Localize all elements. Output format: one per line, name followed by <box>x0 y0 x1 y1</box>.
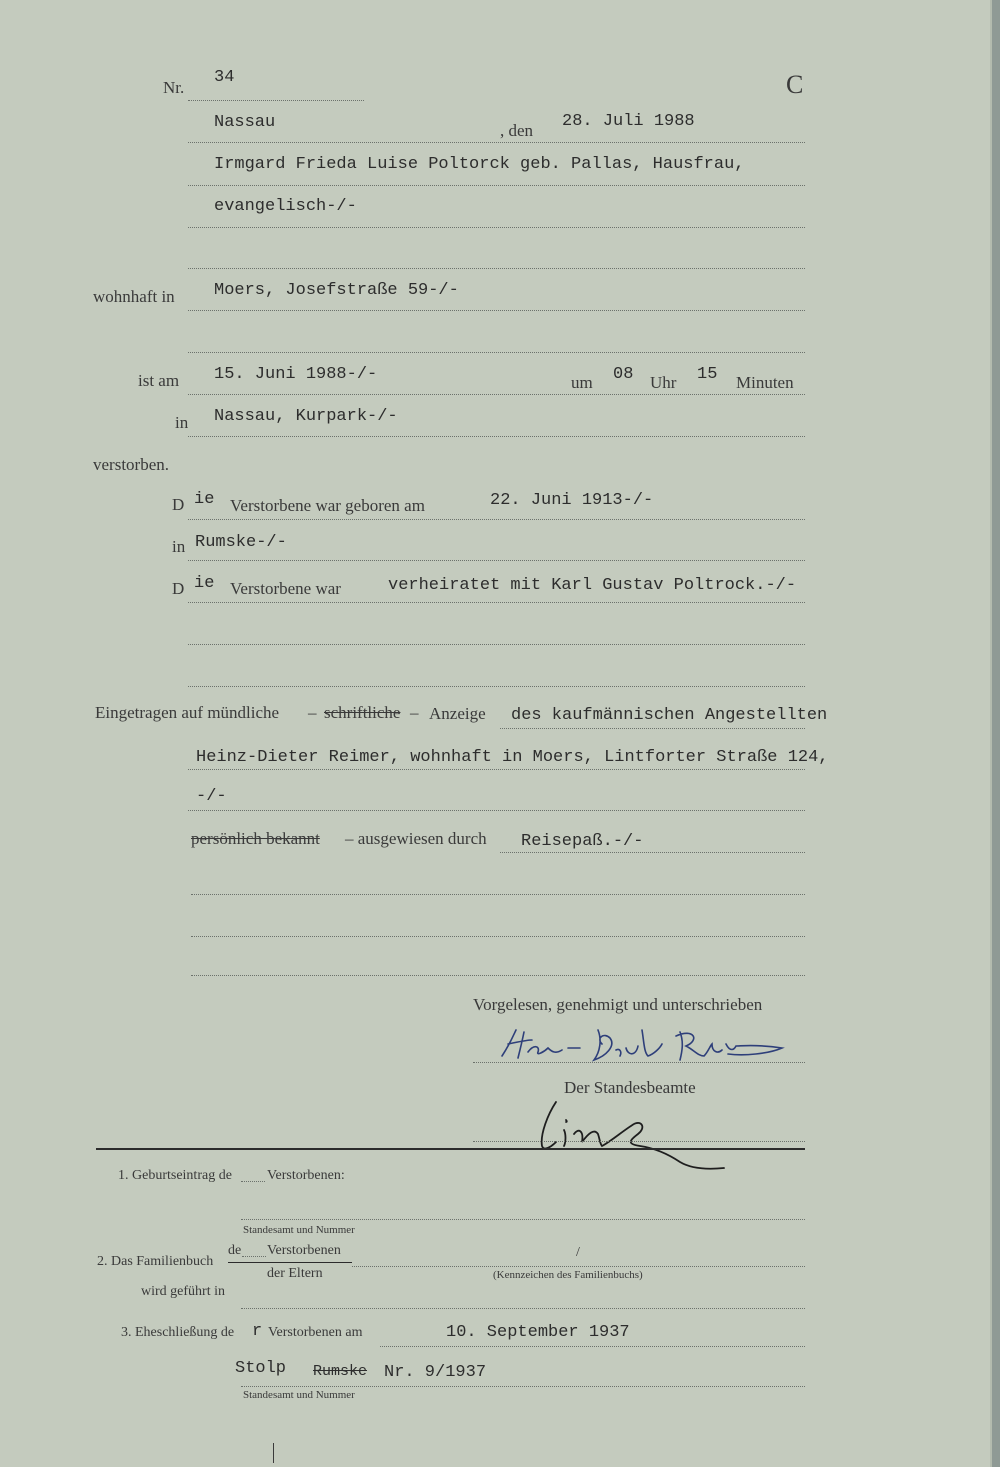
minuten-label: Minuten <box>736 373 794 392</box>
death-hour: 08 <box>613 365 634 384</box>
blank-rule-4 <box>191 894 805 895</box>
item3-label: 3. Eheschließung de <box>121 1325 235 1340</box>
blank-rule-3 <box>188 686 805 687</box>
item3-suffix: Verstorbenen am <box>268 1325 363 1340</box>
marital-rule <box>188 602 805 603</box>
item2-rule <box>352 1266 805 1267</box>
uhr-label: Uhr <box>650 373 677 392</box>
residence-label: wohnhaft in <box>93 287 175 306</box>
item3-rule-2 <box>241 1386 805 1387</box>
informant-rule-2 <box>188 769 805 770</box>
item2-slash: / <box>576 1245 580 1260</box>
residence-rule <box>188 310 805 311</box>
item3-rule <box>380 1346 805 1347</box>
place-date-rule <box>188 142 805 143</box>
ist-am-label: ist am <box>138 371 180 390</box>
informant-rule-3 <box>188 810 805 811</box>
kennzeichen-caption: (Kennzeichen des Familienbuchs) <box>493 1269 643 1281</box>
birth-place: Rumske-/- <box>195 533 287 552</box>
marriage-office-struck: Rumske <box>313 1363 368 1380</box>
ausgewiesen-label: – ausgewiesen durch <box>345 829 487 848</box>
birth-date-rule <box>188 519 805 520</box>
death-date-rule <box>188 394 805 395</box>
standesamt-caption-2: Standesamt und Nummer <box>243 1389 355 1401</box>
item2-wird-label: wird geführt in <box>141 1284 225 1299</box>
item2-rule-2 <box>241 1308 805 1309</box>
informant-line-2: Heinz-Dieter Reimer, wohnhaft in Moers, Lintforter Straße 124, <box>196 748 829 767</box>
dash-1: – <box>308 703 317 722</box>
marriage-date: 10. September 1937 <box>446 1323 630 1342</box>
marital-status: verheiratet mit Karl Gustav Poltrock.-/- <box>388 576 797 595</box>
informant-signature-rule <box>473 1062 805 1063</box>
standesbeamte-label: Der Standesbeamte <box>564 1078 696 1097</box>
informant-line-1: des kaufmännischen Angestellten <box>511 706 828 725</box>
verstorben-label: verstorben. <box>93 455 170 474</box>
deceased-rule-1 <box>188 185 805 186</box>
vorgelesen-label: Vorgelesen, genehmigt und unterschrieben <box>473 995 763 1014</box>
informant-rule-1 <box>500 728 805 729</box>
marital-d-suffix: ie <box>194 574 215 593</box>
marriage-office: Stolp <box>235 1359 287 1378</box>
blank-rule-5 <box>191 936 805 937</box>
margin-mark <box>273 1443 274 1463</box>
item2-fraction-line <box>228 1262 352 1263</box>
id-rule <box>500 852 805 853</box>
item2-label: 2. Das Familienbuch <box>97 1254 214 1269</box>
item1-label: 1. Geburtseintrag de <box>118 1168 232 1183</box>
item1-rule <box>241 1219 805 1220</box>
item2-de: de <box>228 1243 242 1258</box>
birth-place-rule <box>188 560 805 561</box>
death-place: Nassau, Kurpark-/- <box>214 407 398 426</box>
blank-rule-1 <box>188 352 805 353</box>
item1-suffix: Verstorbenen: <box>267 1168 345 1183</box>
den-label: , den <box>500 121 534 140</box>
item1-de-rule <box>241 1181 265 1182</box>
death-minute: 15 <box>697 365 718 384</box>
schriftliche-struck: schriftliche <box>324 703 401 722</box>
id-document: Reisepaß.-/- <box>521 832 644 851</box>
deceased-line-1: Irmgard Frieda Luise Poltorck geb. Pallas, Hausfrau, <box>214 155 745 174</box>
nr-label: Nr. <box>163 78 185 97</box>
footer-separator <box>96 1148 805 1150</box>
anzeige-label: Anzeige <box>429 704 486 723</box>
page-edge <box>992 0 1000 1467</box>
residence-value: Moers, Josefstraße 59-/- <box>214 281 459 300</box>
registrar-signature-rule <box>473 1141 805 1142</box>
birth-date: 22. Juni 1913-/- <box>490 491 654 510</box>
item2-verstorbenen: Verstorbenen <box>267 1243 341 1258</box>
item3-r: r <box>252 1322 263 1341</box>
blank-rule-2 <box>188 644 805 645</box>
death-place-rule <box>188 436 805 437</box>
nr-rule <box>188 100 364 101</box>
registration-place: Nassau <box>214 113 276 132</box>
birth-d-suffix: ie <box>194 490 215 509</box>
deceased-line-2: evangelisch-/- <box>214 197 357 216</box>
standesamt-caption-1: Standesamt und Nummer <box>243 1224 355 1236</box>
entry-number: 34 <box>214 68 235 87</box>
deceased-rule-3 <box>188 268 805 269</box>
death-in-label: in <box>175 413 189 432</box>
deceased-rule-2 <box>188 227 805 228</box>
death-date: 15. Juni 1988-/- <box>214 365 378 384</box>
eingetragen-label: Eingetragen auf mündliche <box>95 703 280 722</box>
registrar-signature <box>530 1094 730 1174</box>
marital-war-label: Verstorbene war <box>230 579 341 598</box>
item2-eltern: der Eltern <box>267 1266 323 1281</box>
geboren-label: Verstorbene war geboren am <box>230 496 425 515</box>
item2-de-rule <box>242 1256 266 1257</box>
dash-2: – <box>410 703 419 722</box>
blank-rule-6 <box>191 975 805 976</box>
birth-d-label: D <box>172 495 185 514</box>
marital-d-label: D <box>172 579 185 598</box>
registration-date: 28. Juli 1988 <box>562 112 695 131</box>
informant-line-3: -/- <box>196 787 227 806</box>
marriage-number: Nr. 9/1937 <box>384 1363 487 1382</box>
um-label: um <box>571 373 593 392</box>
register-code: C <box>786 70 804 99</box>
informant-signature <box>498 1022 788 1064</box>
bekannt-struck: persönlich bekannt <box>191 829 320 848</box>
birth-in-label: in <box>172 537 186 556</box>
